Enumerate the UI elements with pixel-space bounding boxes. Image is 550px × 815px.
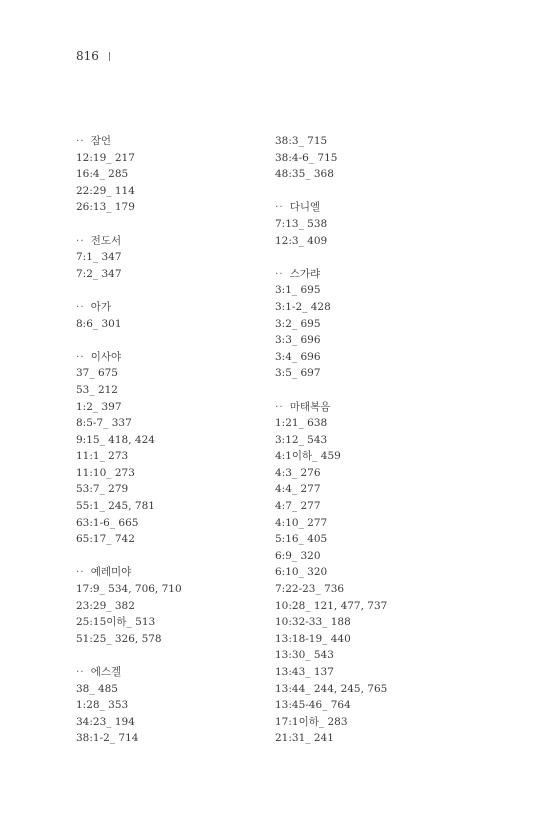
index-entry: 3:1_ 695 xyxy=(275,284,321,297)
index-entry: 11:1_ 273 xyxy=(76,450,129,463)
index-entry: 13:30_ 543 xyxy=(275,649,334,662)
index-entry: 4:3_ 276 xyxy=(275,466,321,479)
section-title-text: 잠언 xyxy=(90,135,111,147)
section-marker: ·· xyxy=(76,350,85,363)
index-entry: 1:2_ 397 xyxy=(76,400,122,413)
section-title xyxy=(275,399,465,416)
section-title xyxy=(76,233,266,250)
section-marker: ·· xyxy=(76,135,85,147)
section-title-text: 스가랴 xyxy=(289,267,321,280)
index-entry: 26:13_ 179 xyxy=(76,201,135,214)
index-entry: 3:2_ 695 xyxy=(275,317,321,330)
index-entry: 23:29_ 382 xyxy=(76,599,135,612)
index-entry: 7:22-23_ 736 xyxy=(275,583,345,596)
index-section xyxy=(76,564,266,647)
index-entry: 63:1-6_ 665 xyxy=(76,516,139,529)
section-title xyxy=(76,564,266,581)
index-column-left xyxy=(76,133,266,764)
index-entry: 53:7_ 279 xyxy=(76,483,129,496)
index-entry: 4:4_ 277 xyxy=(275,483,321,496)
index-entry: 17:1이하_ 283 xyxy=(275,715,348,728)
index-entry: 10:28_ 121, 477, 737 xyxy=(275,599,388,612)
index-section xyxy=(275,399,465,747)
section-marker: ·· xyxy=(275,267,284,280)
index-section xyxy=(76,233,266,283)
section-marker: ·· xyxy=(275,400,284,413)
index-section xyxy=(76,299,266,332)
index-entry: 3:12_ 543 xyxy=(275,433,328,446)
index-entry: 9:15_ 418, 424 xyxy=(76,433,155,446)
index-entry: 10:32-33_ 188 xyxy=(275,616,351,629)
index-entry: 6:10_ 320 xyxy=(275,566,328,579)
index-entry: 8:6_ 301 xyxy=(76,317,122,330)
index-entry: 3:3_ 696 xyxy=(275,334,321,347)
index-section xyxy=(76,664,266,747)
index-entry: 3:4_ 696 xyxy=(275,350,321,363)
index-entry: 38_ 485 xyxy=(76,682,118,695)
index-entry: 16:4_ 285 xyxy=(76,168,129,181)
section-title xyxy=(76,133,266,150)
section-title-text: 마태복음 xyxy=(289,400,331,413)
page-header xyxy=(76,49,110,63)
index-entry: 11:10_ 273 xyxy=(76,466,135,479)
index-entry: 5:16_ 405 xyxy=(275,533,328,546)
section-title xyxy=(76,664,266,681)
index-section xyxy=(76,349,266,548)
index-entry: 53_ 212 xyxy=(76,383,118,396)
index-entry: 6:9_ 320 xyxy=(275,549,321,562)
index-entry: 38:1-2_ 714 xyxy=(76,732,139,745)
index-entry: 3:5_ 697 xyxy=(275,367,321,380)
index-section xyxy=(275,266,465,382)
section-marker: ·· xyxy=(76,666,85,678)
section-title xyxy=(76,349,266,366)
index-entry: 13:45-46_ 764 xyxy=(275,699,351,712)
section-title-text: 예레미야 xyxy=(90,566,132,579)
index-entry: 17:9_ 534, 706, 710 xyxy=(76,583,182,596)
index-entry: 37_ 675 xyxy=(76,367,118,380)
index-entry: 65:17_ 742 xyxy=(76,533,135,546)
index-entry: 3:1-2_ 428 xyxy=(275,300,331,313)
index-entry: 7:13_ 538 xyxy=(275,217,328,230)
section-title-text: 다니엘 xyxy=(289,201,321,214)
index-entry: 13:44_ 244, 245, 765 xyxy=(275,682,388,695)
index-entry: 7:2_ 347 xyxy=(76,267,122,280)
page-number: 816 xyxy=(76,49,99,63)
index-section xyxy=(275,199,465,249)
index-entry: 8:5-7_ 337 xyxy=(76,417,132,430)
index-entry: 1:21_ 638 xyxy=(275,417,328,430)
section-marker: ·· xyxy=(275,201,284,214)
section-title xyxy=(275,199,465,216)
index-entry: 22:29_ 114 xyxy=(76,184,135,197)
index-entry: 38:4-6_ 715 xyxy=(275,151,338,164)
section-title xyxy=(275,266,465,283)
section-marker: ·· xyxy=(76,566,85,579)
section-title-text: 이사야 xyxy=(90,350,122,363)
index-entry: 48:35_ 368 xyxy=(275,168,334,181)
index-entry: 7:1_ 347 xyxy=(76,251,122,264)
index-entry: 4:7_ 277 xyxy=(275,500,321,513)
index-entry: 12:3_ 409 xyxy=(275,234,328,247)
section-title-text: 에스겔 xyxy=(90,666,122,678)
index-entry: 25:15이하_ 513 xyxy=(76,616,156,629)
section-title-text: 전도서 xyxy=(90,234,122,247)
index-entry: 13:43_ 137 xyxy=(275,666,334,678)
section-title xyxy=(76,299,266,316)
index-entry: 38:3_ 715 xyxy=(275,135,328,147)
header-divider xyxy=(109,52,110,61)
section-marker: ·· xyxy=(76,300,85,313)
index-entry: 12:19_ 217 xyxy=(76,151,135,164)
index-entry: 4:10_ 277 xyxy=(275,516,328,529)
index-section xyxy=(275,133,465,183)
index-entry: 34:23_ 194 xyxy=(76,715,135,728)
index-entry: 51:25_ 326, 578 xyxy=(76,632,162,645)
index-entry: 4:1이하_ 459 xyxy=(275,450,341,463)
section-marker: ·· xyxy=(76,234,85,247)
index-entry: 21:31_ 241 xyxy=(275,732,334,745)
index-entry: 55:1_ 245, 781 xyxy=(76,500,155,513)
index-entry: 13:18-19_ 440 xyxy=(275,632,351,645)
index-column-right xyxy=(275,133,465,764)
section-title-text: 아가 xyxy=(90,300,111,313)
index-entry: 1:28_ 353 xyxy=(76,699,129,712)
index-section xyxy=(76,133,266,216)
